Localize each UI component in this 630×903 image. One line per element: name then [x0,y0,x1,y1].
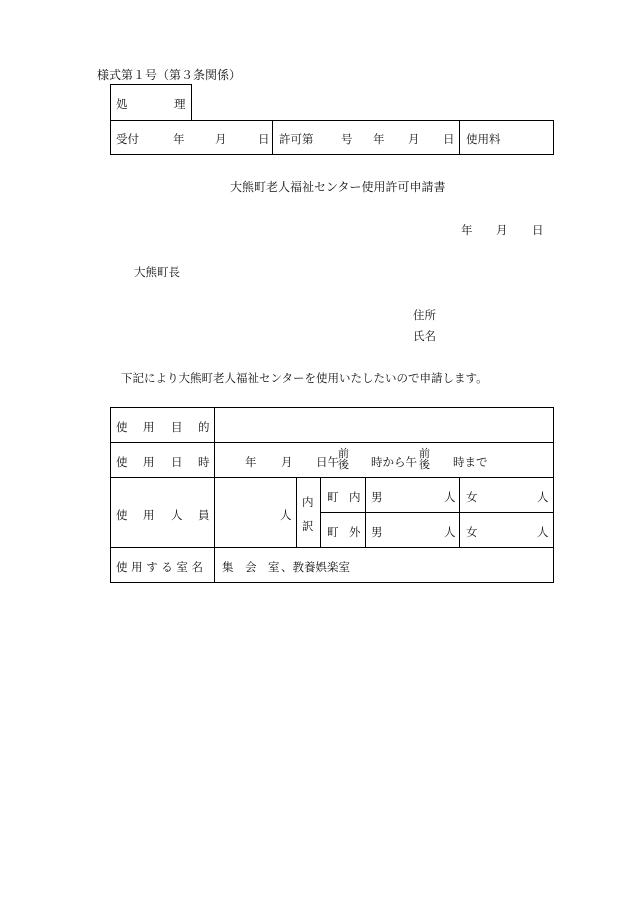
reception-year: 年 [173,132,185,146]
datetime-label-3: 日 [171,455,183,469]
purpose-label-1: 使 [116,420,128,434]
users-count-line [296,477,297,547]
datetime-from: 時から午 [371,455,417,469]
fee-label: 使用料 [466,132,501,146]
purpose-label-2: 用 [143,420,155,434]
out-town-label-1: 町 [327,525,339,539]
ampm-2-bottom: 後 [419,458,430,471]
out-town-label-2: 外 [349,525,361,539]
breakdown-line [320,477,321,547]
datetime-label-1: 使 [116,455,128,469]
row-line-2 [110,477,554,478]
users-label-3: 人 [171,508,183,522]
date-month: 月 [496,223,508,237]
room-value-b: 、教養娯楽室 [281,560,350,574]
permit-prefix: 許可第 [279,132,314,146]
users-label-2: 用 [143,508,155,522]
address-label: 住所 [413,308,436,322]
date-year: 年 [461,223,473,237]
town-label-line [365,477,366,547]
reception-divider-2 [459,120,460,155]
permit-day: 日 [443,132,455,146]
intro-text: 下記により大熊町老人福祉センターを使用いたしたいので申請します。 [121,371,488,385]
out-town-male-unit: 人 [444,525,456,539]
reception-label: 受付 [116,132,139,146]
datetime-day-go: 日午 [316,455,339,469]
ampm-1 [338,448,349,470]
out-town-female: 女 [466,525,478,539]
in-town-female-unit: 人 [537,490,549,504]
ampm-1-top: 前 [338,447,349,460]
datetime-month: 月 [281,455,293,469]
document-title: 大熊町老人福祉センター使用許可申請書 [230,180,446,194]
users-unit: 人 [280,508,292,522]
purpose-label-4: 的 [198,420,210,434]
processing-label-1: 処 [116,97,128,111]
breakdown-2: 訳 [302,519,314,533]
gender-line [459,477,460,547]
row-line-4 [110,547,554,548]
room-label: 使用する室名 [116,560,207,574]
out-town-female-unit: 人 [537,525,549,539]
breakdown-1: 内 [302,495,314,509]
ampm-1-bottom: 後 [338,458,349,471]
row-line-3 [320,512,554,513]
date-day: 日 [532,223,544,237]
out-town-male: 男 [371,525,383,539]
users-label-1: 使 [116,508,128,522]
datetime-label-4: 時 [198,455,210,469]
ampm-2-top: 前 [419,447,430,460]
label-column-line [214,407,215,583]
datetime-year: 年 [245,455,257,469]
name-label: 氏名 [413,329,436,343]
processing-label-2: 理 [174,97,186,111]
row-line-1 [110,442,554,443]
datetime-label-2: 用 [143,455,155,469]
form-number: 様式第１号（第３条関係） [97,68,242,82]
permit-suffix: 号 [341,132,353,146]
in-town-label-1: 町 [327,490,339,504]
ampm-2 [419,448,430,470]
in-town-male: 男 [371,490,383,504]
in-town-male-unit: 人 [444,490,456,504]
in-town-label-2: 内 [349,490,361,504]
purpose-label-3: 目 [171,420,183,434]
users-label-4: 員 [198,508,210,522]
addressee: 大熊町長 [134,265,180,279]
permit-month: 月 [408,132,420,146]
in-town-female: 女 [466,490,478,504]
reception-month: 月 [215,132,227,146]
datetime-until: 時まで [453,455,488,469]
reception-day: 日 [258,132,270,146]
room-value-a: 集 会 室 [222,560,280,574]
reception-divider-1 [272,120,273,155]
permit-year: 年 [373,132,385,146]
